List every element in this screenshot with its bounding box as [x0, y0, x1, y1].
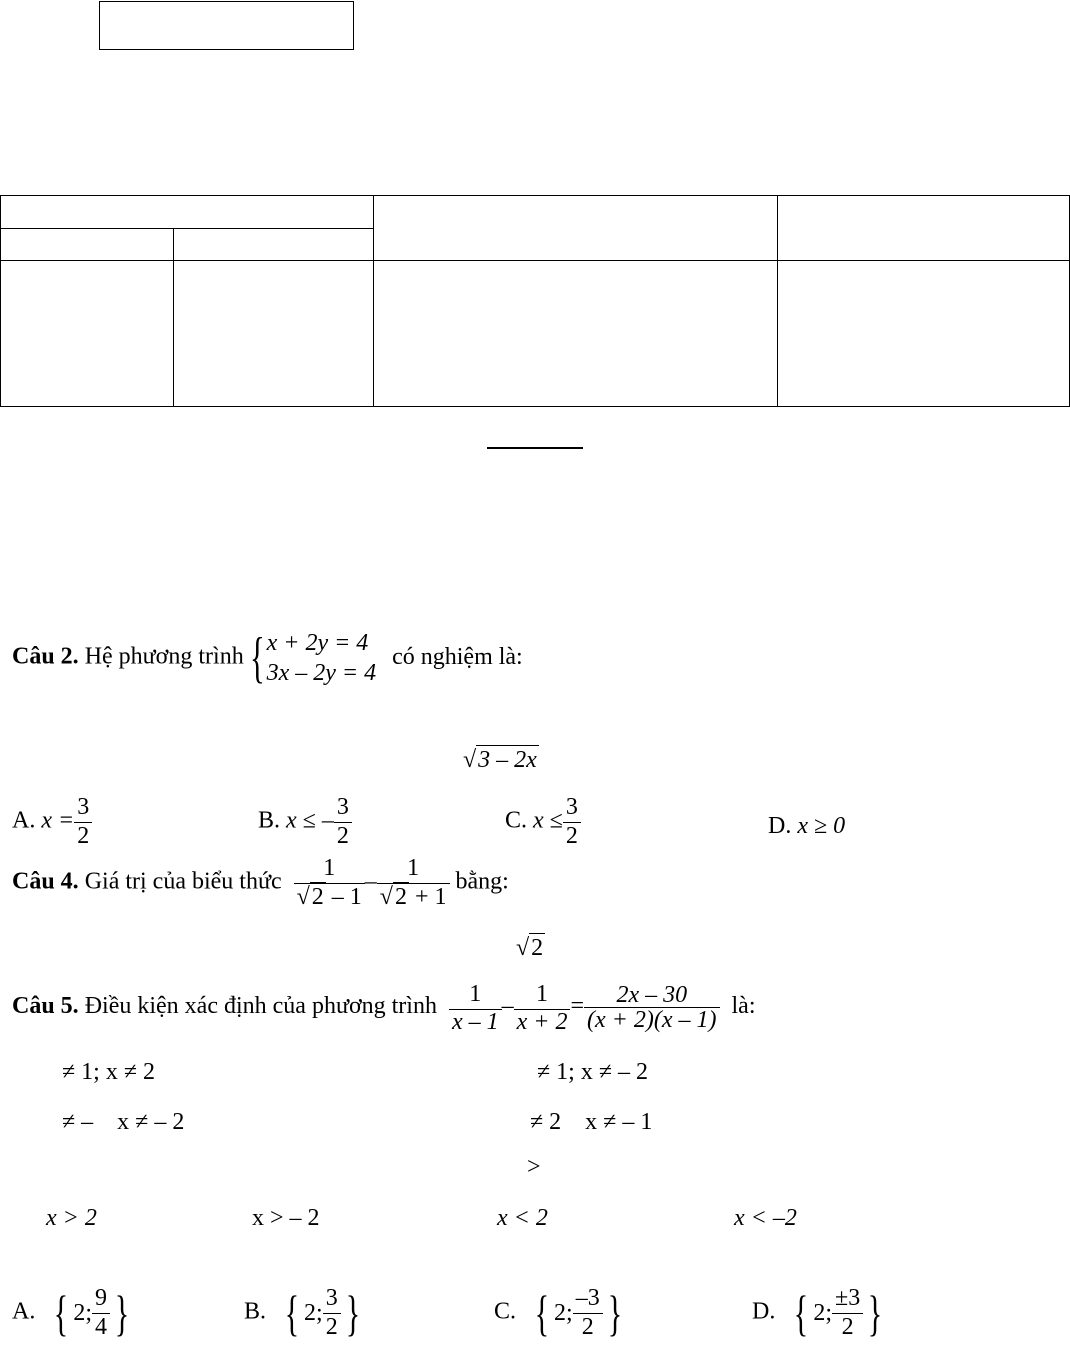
equation-2: 3x – 2y = 4 — [266, 660, 377, 686]
system-brace: { — [249, 627, 265, 689]
question-text: Điều kiện xác định của phương trình — [84, 992, 437, 1019]
equation-1: x + 2y = 4 — [266, 630, 369, 656]
option-expr: x ≤ – — [286, 807, 334, 834]
option-key: A. — [12, 807, 36, 834]
q7-option-b: B. { 2; $\frac{3}{2}$ } — [244, 1285, 360, 1342]
header-cell — [778, 196, 1070, 261]
question-2 — [12, 628, 523, 688]
question-text-after: là: — [731, 992, 756, 1019]
fraction: $\frac{\pm 3}{2}$ — [832, 1285, 863, 1341]
header-cell — [1, 261, 174, 407]
q5-fragment-d: ≠ 2 x ≠ – 1 — [530, 1109, 653, 1135]
option-expr: x ≥ 0 — [797, 813, 846, 839]
header-cell — [174, 261, 374, 407]
q6-option-1: x > 2 — [46, 1205, 97, 1231]
q6-option-3: x < 2 — [497, 1205, 548, 1231]
minus-sign: – — [364, 868, 377, 895]
equals-sign: = — [570, 992, 585, 1019]
question-text: Hệ phương trình — [84, 643, 244, 670]
header-cell — [1, 196, 374, 229]
header-cell — [778, 261, 1070, 407]
q7-option-c: C. { 2; $\frac{-3}{2}$ } — [494, 1285, 622, 1342]
fraction-2: $\frac{1}{√2 + 1}$ — [377, 855, 450, 911]
minus-sign: – — [501, 992, 514, 1019]
root-fragment: √2 — [516, 935, 544, 961]
fraction-1: $\frac{1}{x - 1}$ — [449, 981, 502, 1034]
question-text-after: có nghiệm là: — [392, 643, 523, 670]
q5-fragment-b: ≠ 1; x ≠ – 2 — [537, 1059, 649, 1085]
fraction: $\frac{-3}{2}$ — [573, 1285, 603, 1341]
q7-option-a: A. { 2; $\frac{9}{4}$ } — [12, 1285, 130, 1342]
q5-fragment-a: ≠ 1; x ≠ 2 — [62, 1059, 156, 1085]
q5-fragment-c: ≠ – x ≠ – 2 — [62, 1109, 185, 1135]
fraction-1: $\frac{1}{√2 - 1}$ — [294, 855, 365, 911]
q6-option-2: x > – 2 — [252, 1205, 320, 1231]
question-label: Câu 2. — [12, 643, 79, 670]
fraction-3: $\frac{2x - 30}{(x + 2)(x - 1)}$ — [584, 983, 719, 1032]
question-5 — [12, 981, 756, 1034]
q5-fragment-e: > — [527, 1154, 541, 1180]
option-a — [12, 794, 92, 850]
option-key: B. — [258, 807, 281, 834]
option-expr: x = — [41, 807, 75, 834]
option-expr: x ≤ — [533, 807, 563, 834]
header-cell — [174, 229, 374, 261]
option-d — [768, 814, 845, 838]
option-key: C. — [505, 807, 528, 834]
header-table — [0, 195, 1070, 407]
question-label: Câu 4. — [12, 868, 79, 895]
option-key: C. — [494, 1298, 517, 1325]
radical-fragment: √3 – 2x — [463, 747, 537, 773]
header-cell — [1, 229, 174, 261]
fraction: $\frac{3}{2}$ — [323, 1285, 341, 1341]
question-text: Giá trị của biểu thức — [84, 868, 282, 895]
question-4 — [12, 855, 509, 911]
fraction: $\frac{3}{2}$ — [334, 794, 352, 850]
q6-option-4: x < –2 — [734, 1205, 797, 1231]
option-b — [258, 794, 352, 850]
option-key: D. — [752, 1298, 776, 1325]
equation-system — [267, 628, 377, 688]
title-underline — [487, 447, 583, 449]
radicand: 3 – 2x — [478, 747, 537, 773]
fraction-2: $\frac{1}{x + 2}$ — [514, 981, 571, 1034]
header-box — [99, 1, 354, 50]
option-key: D. — [768, 813, 792, 839]
fraction: $\frac{3}{2}$ — [563, 794, 581, 850]
header-cell — [374, 196, 778, 261]
option-key: A. — [12, 1298, 36, 1325]
fraction: $\frac{3}{2}$ — [74, 794, 92, 850]
option-c — [505, 794, 581, 850]
option-key: B. — [244, 1298, 267, 1325]
question-text-after: bằng: — [455, 868, 509, 895]
question-label: Câu 5. — [12, 992, 79, 1019]
q7-option-d: D. { 2; $\frac{\pm 3}{2}$ } — [752, 1285, 883, 1342]
header-cell — [374, 261, 778, 407]
fraction: $\frac{9}{4}$ — [92, 1285, 110, 1341]
